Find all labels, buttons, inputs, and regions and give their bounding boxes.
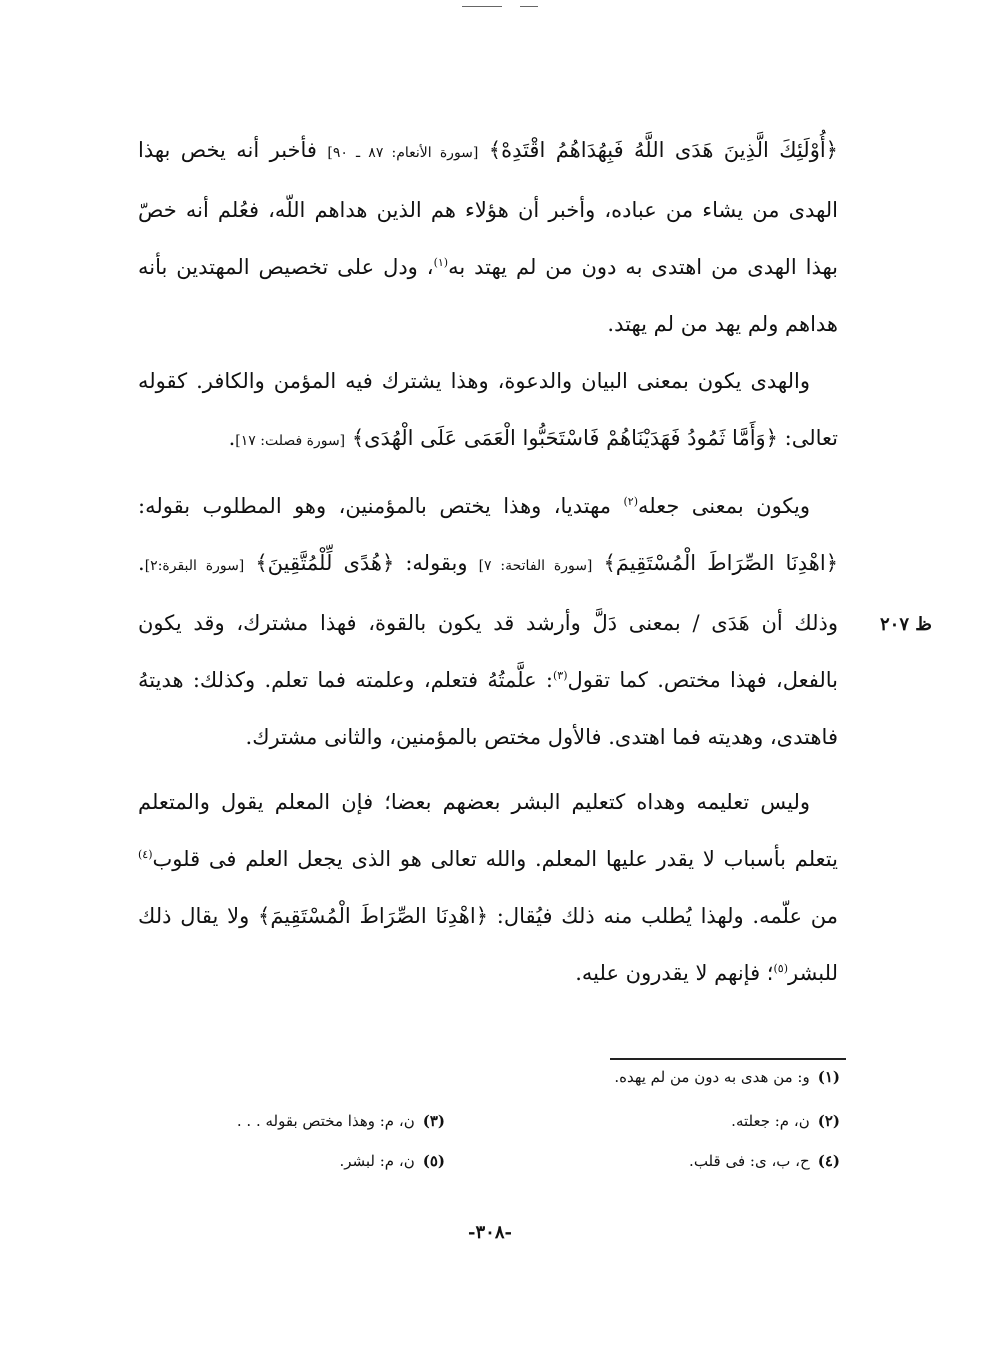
text-segment: . (228, 426, 236, 450)
citation: [سورة فصلت: ١٧] (235, 433, 346, 449)
footnote-number: (٥) (422, 1152, 445, 1170)
footnote-number: (٢) (817, 1112, 840, 1130)
footnote-text: ن، م: وهذا مختص بقوله . . . (236, 1112, 415, 1130)
footnote-marker: (٤) (138, 848, 153, 861)
footnote-text: ن، م: جعلته. (731, 1112, 810, 1130)
footnote-divider (610, 1058, 846, 1060)
footnote-5 (339, 1152, 445, 1170)
paragraph (138, 353, 838, 470)
footnote-2 (731, 1112, 840, 1130)
paragraph (138, 122, 838, 353)
margin-page-reference: ظ ٢٠٧ (880, 614, 932, 635)
text-segment: . وذلك أن هَدَى / بمعنى دَلَّ وأرشد قد يكون بالقوة، فهذا مشترك، وقد يكون بالفعل، فهذا مختص. كما تقول (138, 551, 838, 692)
footnote-marker: (٥) (773, 962, 788, 975)
footnote-marker: (٣) (552, 669, 568, 682)
citation: [سورة الأنعام: ٨٧ ـ ٩٠] (327, 145, 479, 161)
footnote-text: و: من هدى به دون من لم يهده. (614, 1068, 810, 1086)
footnote-number: (٤) (817, 1152, 840, 1170)
citation: [سورة الفاتحة: ٧] (478, 558, 593, 574)
footnote-1 (614, 1068, 840, 1086)
top-divider (462, 6, 502, 7)
footnote-number: (١) (817, 1068, 840, 1086)
footnote-number: (٣) (422, 1112, 445, 1130)
text-segment: وبقوله: ﴿هُدًى لِّلْمُتَّقِينَ﴾ (244, 551, 479, 575)
text-segment: ويكون بمعنى جعله (638, 494, 810, 518)
text-segment: ﴿أُوْلَئِكَ الَّذِينَ هَدَى اللَّهُ فَبِهُدَاهُمُ اقْتَدِهْ﴾ (478, 138, 838, 162)
text-segment: : علَّمتُهُ فتعلم، وعلمته فما تعلم. وكذلك: هديتهُ فاهتدى، وهديته فما اهتدى. فالأول مختص بالمؤمنين، والثانى مشترك. (138, 668, 838, 749)
page-number: -٣٠٨- (468, 1222, 512, 1243)
text-segment: فأخبر أنه يخص بهذا الهدى من يشاء من عباده، وأخبر أن هؤلاء هم الذين هداهم اللّه، فعُلم أنه خصّ بهذا الهدى من اهتدى به دون من لم يهتد به (138, 138, 838, 279)
footnote-text: ح، ب، ى: فى قلب. (689, 1152, 810, 1170)
citation: [سورة البقرة:٢] (144, 558, 245, 574)
text-segment: وليس تعليمه وهداه كتعليم البشر بعضهم بعضا؛ فإن المعلم يقول والمتعلم يتعلم بأسباب لا يقدر عليها المعلم. والله تعالى هو الذى يجعل العلم فى قلوب (138, 790, 838, 871)
paragraph (138, 774, 838, 1002)
main-text (138, 122, 838, 1002)
text-segment: ؛ فإنهم لا يقدرون عليه. (575, 961, 774, 985)
footnote-marker: (١) (433, 256, 449, 269)
paragraph (138, 478, 838, 766)
footnote-text: ن، م: لبشر. (339, 1152, 415, 1170)
top-divider-short (520, 6, 538, 7)
footnote-4 (689, 1152, 840, 1170)
text-segment: من علّمه. ولهذا يُطلب منه ذلك فيُقال: ﴿اهْدِنَا الصِّرَاطَ الْمُسْتَقِيمَ﴾ ولا يقال ذلك للبشر (138, 904, 838, 985)
footnote-marker: (٢) (623, 495, 638, 508)
text-segment: ، ودل على تخصيص المهتدين بأنه هداهم ولم يهد من لم يهتد. (138, 255, 838, 336)
text-segment: مهتديا، وهذا يختص بالمؤمنين، وهو المطلوب بقوله: ﴿اهْدِنَا الصِّرَاطَ الْمُسْتَقِيمَ﴾ (138, 494, 838, 575)
text-segment: والهدى يكون بمعنى البيان والدعوة، وهذا يشترك فيه المؤمن والكافر. كقوله تعالى: ﴿وَأَمَّا ثَمُودُ فَهَدَيْنَاهُمْ فَاسْتَحَبُّوا الْعَمَى عَلَى الْهُدَى﴾ (138, 369, 838, 450)
footnote-3 (237, 1112, 445, 1130)
